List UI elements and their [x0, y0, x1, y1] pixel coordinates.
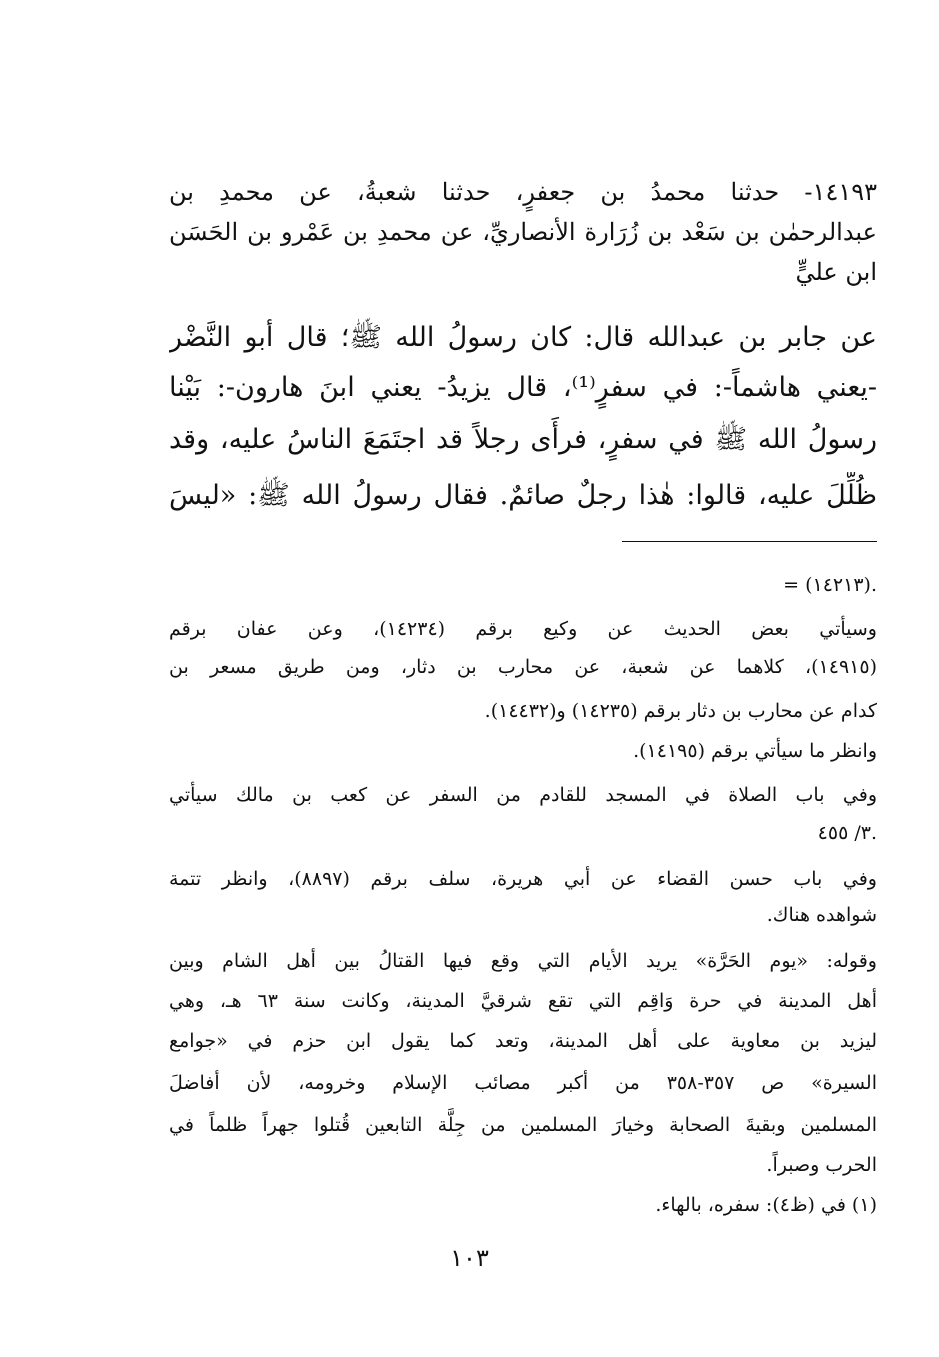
footnote-line: كدام عن محارب بن دثار برقم (١٤٢٣٥) و(١٤٤٣٢). — [484, 700, 877, 722]
footnote-line: الحرب وصبراً. — [766, 1154, 877, 1176]
footnote-line: وانظر ما سيأتي برقم (١٤١٩٥). — [633, 740, 877, 762]
footnote-line: ٣/ ٤٥٥. — [817, 822, 877, 844]
footnote-line: وقوله: «يوم الحَرَّة» يريد الأيام التي وقع فيها القتالُ بين أهل الشام وبين — [169, 950, 877, 972]
hadith-text-line-4: ظُلِّلَ عليه، قالوا: هٰذا رجلٌ صائمٌ. فقال رسولُ الله ﷺ: «ليسَ — [169, 480, 877, 511]
hadith-text-line-3: رسولُ الله ﷺ في سفرٍ، فرأَى رجلاً قد اجتَمَعَ الناسُ عليه، وقد — [169, 424, 877, 455]
footnote-line: المسلمين وبقيةَ الصحابة وخيارَ المسلمين من جِلَّة التابعين قُتلوا جهراً ظلماً في — [169, 1114, 877, 1136]
hadith-header-line-2: عبدالرحمٰن بن سَعْد بن زُرَارة الأنصاريِّ، عن محمدِ بن عَمْرو بن الحَسَن — [169, 218, 877, 246]
footnote-line: وفي باب حسن القضاء عن أبي هريرة، سلف برقم (٨٨٩٧)، وانظر تتمة — [169, 868, 877, 890]
footnote-line: السيرة» ص ٣٥٧-٣٥٨ من أكبر مصائب الإسلام وخرومه، لأن أفاضلَ — [169, 1072, 877, 1094]
hadith-header-line-1: ١٤١٩٣- حدثنا محمدُ بن جعفرٍ، حدثنا شعبةُ، عن محمدِ بن — [169, 178, 877, 206]
hadith-text-line-2: -يعني هاشماً-: في سفرٍ⁽¹⁾، قال يزيدُ- يعني ابنَ هارون-: بَيْنا — [169, 372, 877, 403]
footnote-line: (١) في (ظ٤): سفره، بالهاء. — [655, 1194, 877, 1216]
footnote-line: أهل المدينة في حرة وَاقِم التي تقع شرقيَّ المدينة، وكانت سنة ٦٣ هـ، وهي — [169, 990, 877, 1012]
footnote-separator — [622, 541, 877, 542]
page-number: ١٠٣ — [450, 1244, 489, 1272]
footnote-line: شواهده هناك. — [766, 904, 877, 926]
hadith-header-line-3: ابن عليٍّ — [795, 258, 877, 286]
hadith-text-line-1: عن جابر بن عبدالله قال: كان رسولُ الله ﷺ؛ قال أبو النَّضْر — [169, 322, 877, 353]
footnote-line: وفي باب الصلاة في المسجد للقادم من السفر عن كعب بن مالك سيأتي — [169, 784, 877, 806]
footnote-line: = (١٤٢١٣). — [783, 574, 877, 596]
footnote-line: وسيأتي بعض الحديث عن وكيع برقم (١٤٢٣٤)، وعن عفان برقم — [169, 618, 877, 640]
footnote-line: (١٤٩١٥)، كلاهما عن شعبة، عن محارب بن دثار، ومن طريق مسعر بن — [169, 656, 877, 678]
footnote-line: ليزيد بن معاوية على أهل المدينة، وتعد كما يقول ابن حزم في «جوامع — [169, 1030, 877, 1052]
